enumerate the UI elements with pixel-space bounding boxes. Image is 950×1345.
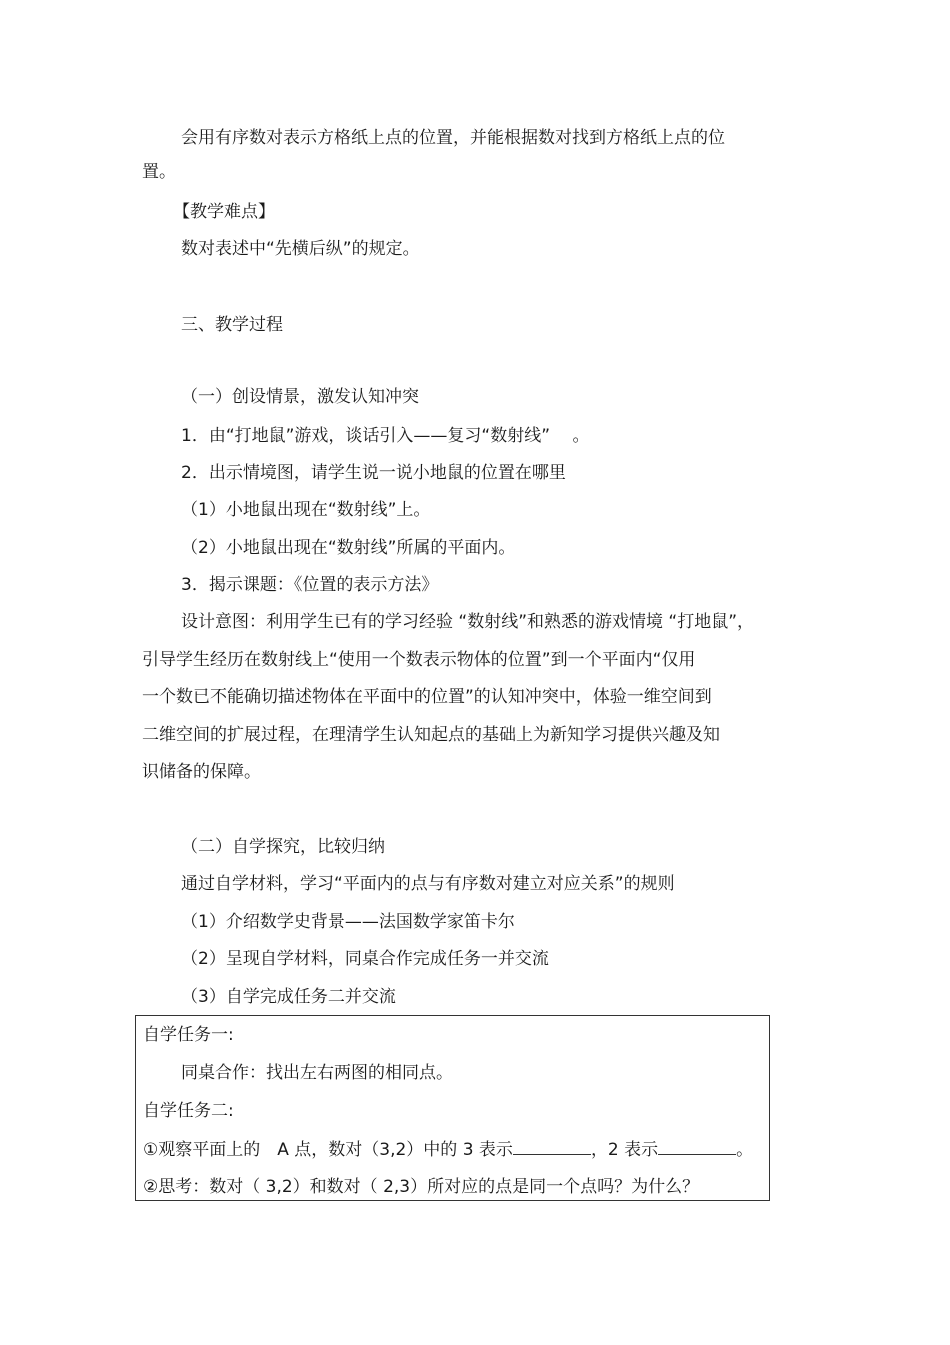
list-item-3: 3．揭示课题：《位置的表示方法》 bbox=[181, 575, 439, 595]
answer-blank-1 bbox=[513, 1138, 591, 1155]
design-intent-line5: 识储备的保障。 bbox=[142, 762, 261, 782]
answer-blank-2 bbox=[658, 1138, 736, 1155]
paragraph-objective-line2: 置。 bbox=[142, 162, 176, 182]
design-intent-line3: 一个数已不能确切描述物体在平面中的位置”的认知冲突中，体验一维空间到 bbox=[142, 687, 712, 707]
subsection-2-item3: （3）自学完成任务二并交流 bbox=[181, 987, 396, 1007]
subsection-2-text: 通过自学材料，学习“平面内的点与有序数对建立对应关系”的规则 bbox=[181, 874, 675, 894]
difficulty-heading: 【教学难点】 bbox=[173, 202, 275, 222]
question1-part-b: ，2 表示 bbox=[590, 1140, 659, 1160]
paragraph-objective-line1: 会用有序数对表示方格纸上点的位置，并能根据数对找到方格纸上点的位 bbox=[181, 128, 725, 148]
question1-part-c: 。 bbox=[736, 1140, 754, 1160]
task2-question2: ②思考：数对（ 3,2）和数对（ 2,3）所对应的点是同一个点吗？为什么？ bbox=[143, 1177, 700, 1197]
subsection-heading-1: （一）创设情景，激发认知冲突 bbox=[181, 387, 419, 407]
subsection-2-item1: （1）介绍数学史背景——法国数学家笛卡尔 bbox=[181, 912, 515, 932]
question1-part-a: ①观察平面上的 A 点，数对（3,2）中的 3 表示 bbox=[143, 1140, 513, 1160]
list-item-2-2: （2）小地鼠出现在“数射线”所属的平面内。 bbox=[181, 538, 516, 558]
design-intent-line1: 设计意图：利用学生已有的学习经验 “数射线”和熟悉的游戏情境 “打地鼠”， bbox=[181, 612, 755, 632]
design-intent-line2: 引导学生经历在数射线上“使用一个数表示物体的位置”到一个平面内“仅用 bbox=[142, 650, 696, 670]
difficulty-text: 数对表述中“先横后纵”的规定。 bbox=[181, 239, 420, 259]
list-item-2-1: （1）小地鼠出现在“数射线”上。 bbox=[181, 500, 431, 520]
task2-title: 自学任务二: bbox=[143, 1101, 234, 1121]
list-item-1: 1．由“打地鼠”游戏，谈话引入——复习“数射线” 。 bbox=[181, 426, 590, 446]
subsection-heading-2: （二）自学探究，比较归纳 bbox=[181, 837, 385, 857]
task2-question1 bbox=[143, 1138, 753, 1161]
design-intent-line4: 二维空间的扩展过程，在理清学生认知起点的基础上为新知学习提供兴趣及知 bbox=[142, 725, 720, 745]
list-item-2: 2．出示情境图，请学生说一说小地鼠的位置在哪里 bbox=[181, 463, 566, 483]
task1-title: 自学任务一: bbox=[143, 1025, 234, 1045]
subsection-2-item2: （2）呈现自学材料，同桌合作完成任务一并交流 bbox=[181, 949, 549, 969]
section-heading-process: 三、教学过程 bbox=[181, 315, 283, 335]
task1-text: 同桌合作：找出左右两图的相同点。 bbox=[181, 1063, 453, 1083]
